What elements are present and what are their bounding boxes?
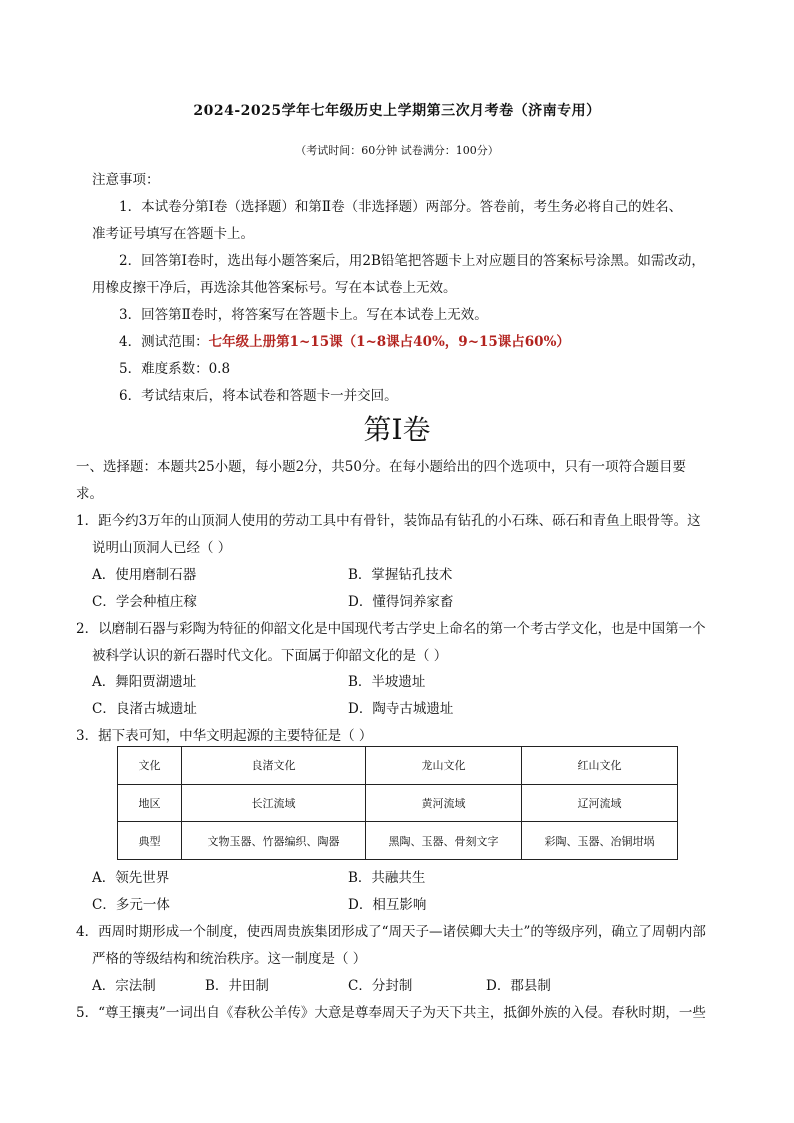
q2-stem-line-1: 2．以磨制石器与彩陶为特征的仰韶文化是中国现代考古学史上命名的第一个考古学文化，也是中国第一个	[76, 621, 706, 637]
test-range: 七年级上册第1~15课（1~8课占40%，9~15课占60%）	[208, 334, 570, 350]
notice-item-2-line-2: 用橡皮擦干净后，再选涂其他答案标号。写在本试卷上无效。	[92, 280, 457, 296]
table-cell: 黄河流域	[366, 784, 522, 822]
table-row	[118, 822, 678, 860]
exam-info: （考试时间：60分钟 试卷满分：100分）	[295, 144, 499, 157]
q3-option-d: D．相互影响	[348, 897, 427, 913]
q4-stem-line-2: 严格的等级结构和统治秩序。这一制度是（ ）	[92, 951, 367, 967]
section-intro-line-2: 求。	[76, 486, 103, 502]
page-title: 2024-2025学年七年级历史上学期第三次月考卷（济南专用）	[193, 103, 601, 119]
q1-option-a: A．使用磨制石器	[92, 567, 197, 583]
q3-option-b: B．共融共生	[348, 870, 426, 886]
table-cell: 彩陶、玉器、冶铜坩埚	[522, 822, 678, 860]
q5-stem-line-1: 5．“尊王攘夷”一词出自《春秋公羊传》大意是尊奉周天子为天下共主，抵御外族的入侵。春秋时期，一些	[76, 1005, 706, 1021]
section-intro-line-1: 一、选择题：本题共25小题，每小题2分，共50分。在每小题给出的四个选项中，只有一项符合题目要	[76, 459, 686, 475]
q2-option-d: D．陶寺古城遗址	[348, 701, 454, 717]
notice-item-1-line-1: 1．本试卷分第Ⅰ卷（选择题）和第Ⅱ卷（非选择题）两部分。答卷前，考生务必将自己的姓名、	[119, 199, 683, 215]
table-cell: 文化	[118, 747, 182, 785]
q2-stem-line-2: 被科学认识的新石器时代文化。下面属于仰韶文化的是（ ）	[92, 648, 448, 664]
q1-stem-line-2: 说明山顶洞人已经（ ）	[92, 540, 232, 556]
q1-option-c: C．学会种植庄稼	[92, 594, 197, 610]
table-cell: 良渚文化	[182, 747, 366, 785]
table-cell: 辽河流域	[522, 784, 678, 822]
notice-item-4-prefix: 4．测试范围：	[119, 334, 209, 350]
notice-heading: 注意事项：	[92, 172, 160, 188]
q2-option-b: B．半坡遗址	[348, 674, 426, 690]
section-title: 第Ⅰ卷	[363, 413, 431, 446]
table-cell: 文物玉器、竹器编织、陶器	[182, 822, 366, 860]
notice-item-3: 3．回答第Ⅱ卷时，将答案写在答题卡上。写在本试卷上无效。	[119, 307, 488, 323]
q4-option-b: B．井田制	[205, 978, 269, 994]
notice-item-2-line-1: 2．回答第Ⅰ卷时，选出每小题答案后，用2B铅笔把答题卡上对应题目的答案标号涂黑。如需改动，	[119, 253, 705, 269]
q2-option-c: C．良渚古城遗址	[92, 701, 197, 717]
table-cell: 地区	[118, 784, 182, 822]
notice-item-6: 6．考试结束后，将本试卷和答题卡一并交回。	[119, 388, 398, 404]
q1-option-d: D．懂得饲养家畜	[348, 594, 454, 610]
table-cell: 红山文化	[522, 747, 678, 785]
table-row	[118, 747, 678, 785]
table-cell: 黑陶、玉器、骨刻文字	[366, 822, 522, 860]
table-cell: 典型	[118, 822, 182, 860]
q1-option-b: B．掌握钻孔技术	[348, 567, 453, 583]
q3-option-a: A．领先世界	[92, 870, 170, 886]
q2-option-a: A．舞阳贾湖遗址	[92, 674, 197, 690]
culture-table	[117, 746, 678, 860]
notice-item-5: 5．难度系数：0.8	[119, 361, 231, 377]
notice-item-4	[119, 330, 570, 350]
q3-option-c: C．多元一体	[92, 897, 170, 913]
q4-option-d: D．郡县制	[486, 978, 551, 994]
notice-item-1-line-2: 准考证号填写在答题卡上。	[92, 226, 254, 242]
q4-stem-line-1: 4．西周时期形成一个制度，使西周贵族集团形成了“周天子—诸侯卿大夫士”的等级序列，确立了周朝内部	[76, 924, 706, 940]
q1-stem-line-1: 1．距今约3万年的山顶洞人使用的劳动工具中有骨针，装饰品有钻孔的小石珠、砾石和青鱼上眼骨等。这	[76, 513, 701, 529]
q3-stem: 3．据下表可知，中华文明起源的主要特征是（ ）	[76, 728, 373, 744]
q4-option-c: C．分封制	[348, 978, 413, 994]
table-cell: 龙山文化	[366, 747, 522, 785]
table-row	[118, 784, 678, 822]
table-cell: 长江流域	[182, 784, 366, 822]
q4-option-a: A．宗法制	[92, 978, 156, 994]
